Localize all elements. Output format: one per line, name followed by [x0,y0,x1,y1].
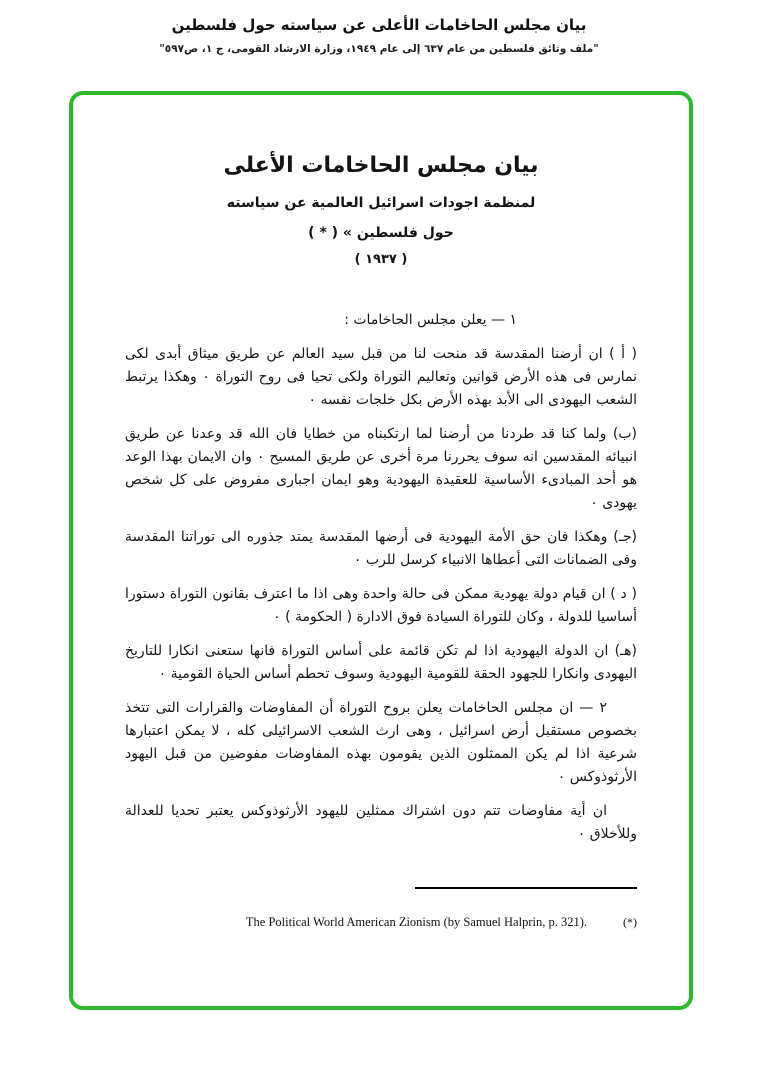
footnote-divider [415,887,637,889]
paragraph-intro-2: ٢ — ان مجلس الحاخامات يعلن بروح التوراة أن المفاوضات والقرارات التى تتخذ بخصوص مستقبل أرض اسرائيل ، وهى ارث الشعب الاسرائيلى كله ، لا يمكن اعتبارها شرعية اذا لم يكن الممثلون الذين يقومون بهذه المفاوضات مفوضين من قبل اليهود الأرثوذوكس ٠ [125,700,637,785]
paragraph-item-d: ( د ) ان قيام دولة يهودية ممكن فى حالة واحدة وهى اذا ما اعترف بقانون التوراة دستورا أساسيا للدولة ، وكان للتوراة السيادة فوق الادارة ( الحكومة ) ٠ [125,586,637,625]
document-organization-line: لمنظمة اجودات اسرائيل العالمية عن سياسته [226,195,536,211]
footnote-area [125,887,637,930]
document-frame [69,91,693,1010]
footnote-text: The Political World American Zionism (by Samuel Halprin, p. 321). [245,915,587,929]
paragraph-item-c: (جـ) وهكذا فان حق الأمة اليهودية فى أرضها المقدسة يمتد جذوره الى توراتنا المقدسة وفى الضمانات التى أعطاها الانبياء كرسل للرب ٠ [125,529,637,568]
paragraph-item-b: (ب) ولما كنا قد طردنا من أرضنا لما ارتكبناه من خطايا فان الله قد وعدنا عن طريق انبيائه المقدسين انه سوف يحررنا مرة أخرى عن طريق المسيح ٠ وان الايمان بهذا الوعد هو أحد المبادىء الأساسية للعقيدة اليهودية وهو ايمان اجبارى مفروض على كل شخص يهودى ٠ [125,426,638,511]
document-title: بيان مجلس الحاخامات الأعلى [223,153,539,178]
header-source-citation: "ملف وثائق فلسطين من عام ٦٣٧ إلى عام ١٩٤٩، وزارة الارشاد القومى، ج ١، ص٥٩٧" [159,43,599,55]
paragraph-item-e: (هـ) ان الدولة اليهودية اذا لم تكن قائمة على أساس التوراة فانها ستعنى انكارا للتاريخ اليهودى وانكارا للجهود الحقة للقومية اليهودية وسوف تحطم أساس الحياة القومية ٠ [125,643,637,682]
footnote-marker: (*) [623,915,637,929]
document-body [125,309,637,846]
document-year: ( ١٩٣٧ ) [354,252,408,267]
paragraph-item-a: ( أ ) ان أرضنا المقدسة قد منحت لنا من قبل سيد العالم عن طريق ميثاق أبدى لكى نمارس فى هذه الأرض قوانين وتعاليم التوراة ولكى تحيا فى روح التوراة ٠ وهكذا يرتبط الشعب اليهودى الى الأبد بهذه الأرض بكل خلجات نفسه ٠ [125,346,638,408]
paragraph-intro-1: ١ — يعلن مجلس الحاخامات : [344,312,517,328]
header-title: بيان مجلس الحاخامات الأعلى عن سياسته حول فلسطين [171,16,587,34]
paragraph-closing: ان أية مفاوضات تتم دون اشتراك ممثلين لليهود الأرثوذوكس يعتبر تحديا للعدالة وللأخلاق ٠ [125,803,637,842]
document-content [73,95,689,846]
footnote-row [125,915,637,930]
document-subject-line: حول فلسطين » ( * ) [308,225,454,241]
page-header [0,0,758,55]
